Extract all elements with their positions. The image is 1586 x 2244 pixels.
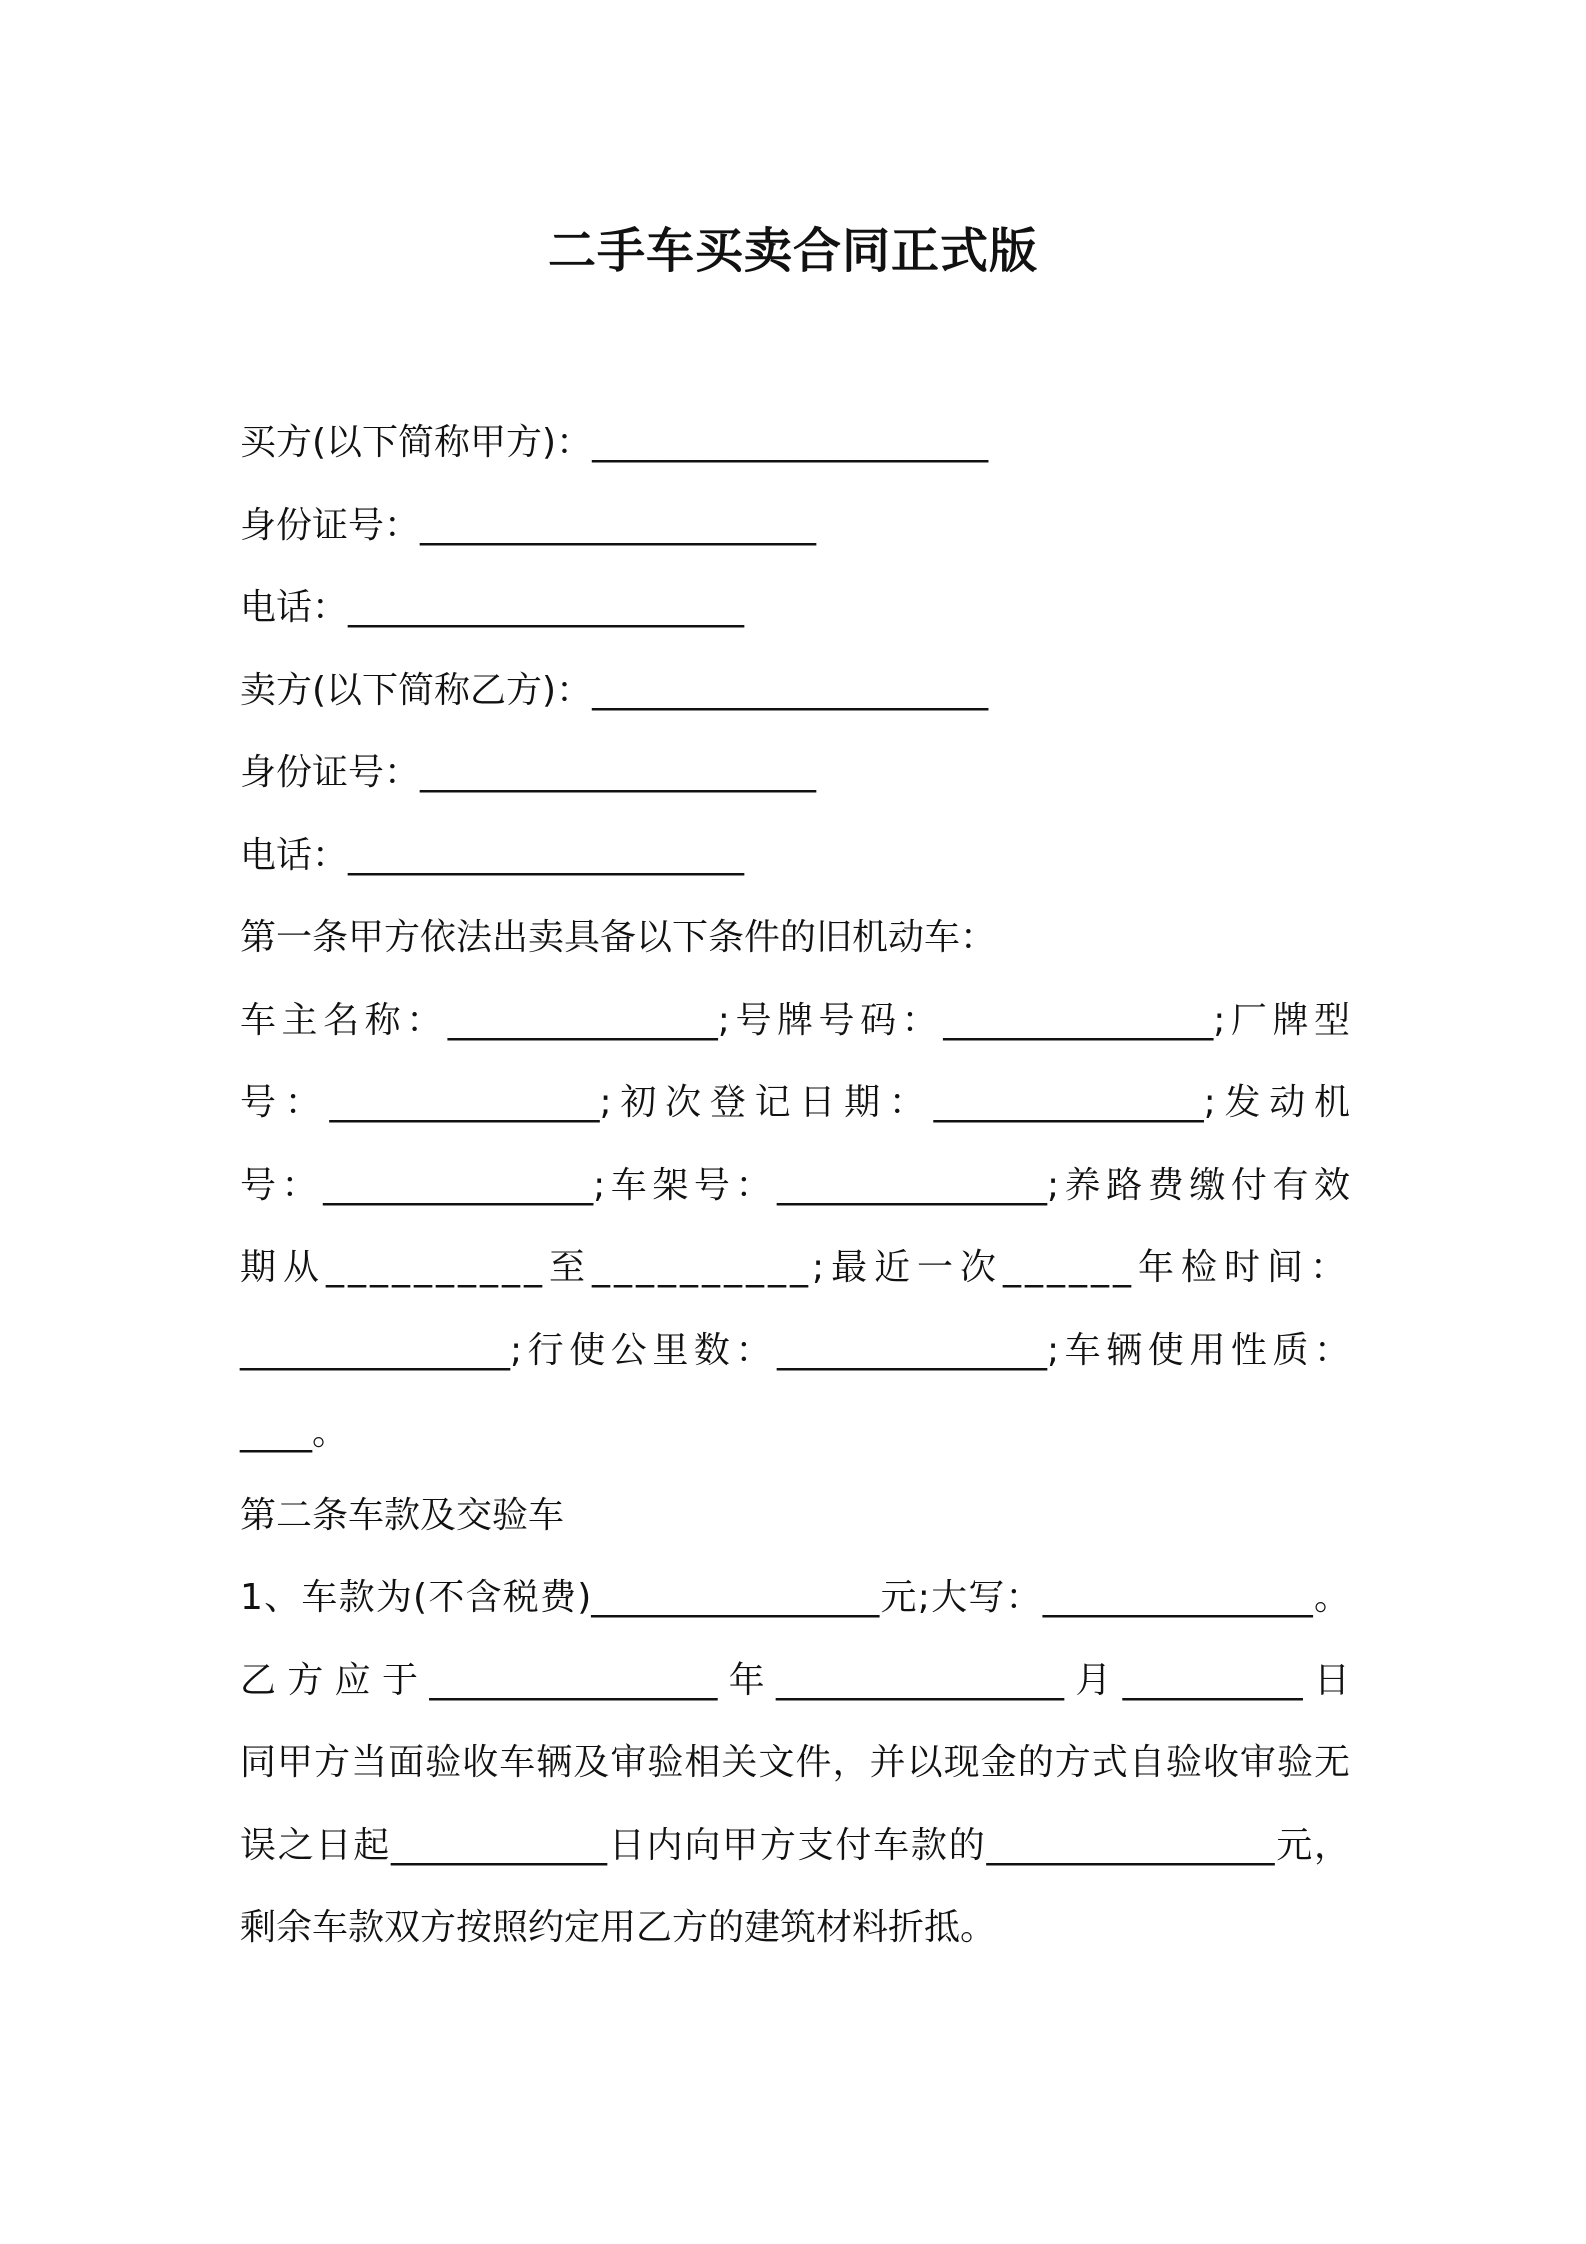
vehicle-info-line-5: _______________;行使公里数：_______________;车辆使用性质： — [240, 1330, 1350, 1371]
payment-line: 误之日起____________日内向甲方支付车款的________________元， — [240, 1825, 1350, 1866]
vehicle-info-line-6: ____。 — [240, 1412, 349, 1453]
seller-phone-line: 电话：______________________ — [240, 835, 745, 876]
vehicle-info-line-1: 车主名称：_______________;号牌号码：_______________;厂牌型 — [240, 1000, 1350, 1041]
inspection-text-line: 同甲方当面验收车辆及审验相关文件，并以现金的方式自验收审验无 — [240, 1742, 1350, 1783]
inspection-date-line: 乙方应于________________年________________月__________日 — [240, 1660, 1350, 1701]
price-line: 1、车款为(不含税费)________________元;大写：_______________。 — [240, 1577, 1350, 1618]
vehicle-info-line-2: 号：_______________;初次登记日期：_______________;发动机 — [240, 1082, 1350, 1123]
article-one-heading: 第一条甲方依法出卖具备以下条件的旧机动车： — [240, 917, 997, 958]
vehicle-info-line-4: 期从__________至__________;最近一次______年检时间： — [240, 1247, 1350, 1288]
buyer-name-line: 买方(以下简称甲方)：______________________ — [240, 422, 989, 463]
seller-id-line: 身份证号：______________________ — [240, 752, 817, 793]
buyer-phone-line: 电话：______________________ — [240, 587, 745, 628]
article-two-heading: 第二条车款及交验车 — [240, 1495, 565, 1536]
buyer-id-line: 身份证号：______________________ — [240, 505, 817, 546]
seller-name-line: 卖方(以下简称乙方)：______________________ — [240, 670, 989, 711]
document-title: 二手车买卖合同正式版 — [547, 223, 1038, 279]
remaining-payment-line: 剩余车款双方按照约定用乙方的建筑材料折抵。 — [240, 1907, 997, 1948]
vehicle-info-line-3: 号：_______________;车架号：_______________;养路费缴付有效 — [240, 1165, 1350, 1206]
